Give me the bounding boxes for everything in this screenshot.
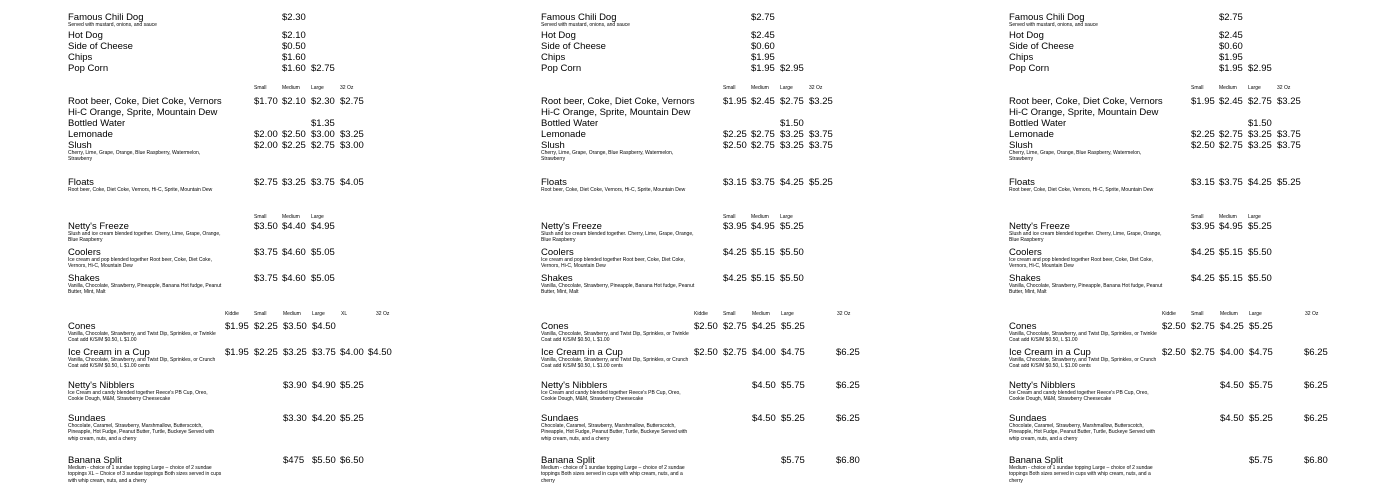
item-description: Ice cream and pop blended together Root beer, Coke, Diet Coke, Vernors, Hi-C, Mountain Dew	[68, 257, 212, 270]
size-header: Small	[254, 85, 267, 91]
size-header: 32 Oz	[376, 311, 390, 317]
item-name: Famous Chili Dog	[1009, 12, 1085, 23]
size-header: Medium	[1219, 85, 1237, 91]
item-description: Root beer, Coke, Diet Coke, Vernors, Hi-C, Sprite, Mountain Dew	[541, 187, 686, 193]
item-price: $3.75	[311, 177, 335, 188]
item-name: Shakes	[1009, 273, 1041, 284]
item-name: Pop Corn	[1009, 63, 1050, 74]
item-price: $4.60	[282, 247, 306, 258]
item-name: Banana Split	[541, 455, 595, 466]
size-header: Large	[780, 85, 793, 91]
item-price: $5.75	[781, 455, 805, 466]
item-price: $1.70	[254, 96, 278, 107]
item-name: Ice Cream in a Cup	[68, 347, 150, 358]
item-price: $475	[283, 455, 305, 466]
item-name: Shakes	[68, 273, 100, 284]
item-price: $2.75	[1191, 321, 1215, 332]
item-price: $5.25	[340, 380, 364, 391]
item-price: $4.00	[752, 347, 776, 358]
item-price: $5.25	[781, 413, 805, 424]
item-price: $4.95	[1219, 221, 1243, 232]
item-price: $2.95	[1248, 63, 1272, 74]
item-price: $5.25	[1249, 321, 1273, 332]
item-price: $5.75	[1249, 380, 1273, 391]
item-price: $5.50	[1248, 247, 1272, 258]
item-price: $2.75	[311, 63, 335, 74]
item-price: $4.50	[312, 321, 336, 332]
item-price: $6.25	[1304, 413, 1328, 424]
item-price: $6.50	[340, 455, 364, 466]
item-description: Chocolate, Caramel, Strawberry, Marshmallow, Butterscotch, Pineapple, Hot Fudge, Peanut Butter, Turtle, Buckeye Served with whip cream, nuts, and a cherry	[1009, 423, 1156, 442]
item-description: Root beer, Coke, Diet Coke, Vernors, Hi-C, Sprite, Mountain Dew	[1009, 187, 1154, 193]
item-price: $3.75	[1219, 177, 1243, 188]
item-price: $4.50	[1220, 380, 1244, 391]
size-header: Medium	[282, 85, 300, 91]
item-price: $2.25	[254, 321, 278, 332]
item-price: $5.25	[1248, 221, 1272, 232]
item-price: $2.75	[311, 140, 335, 151]
item-price: $2.75	[1219, 140, 1243, 151]
item-description: Slush and ice cream blended together. Cherry, Lime, Grape, Orange, Blue Raspberry	[541, 231, 694, 244]
size-header: Large	[781, 311, 794, 317]
item-price: $5.75	[1249, 455, 1273, 466]
item-description: Medium - choice of 1 sundae topping Large – choice of 2 sundae toppings Both sizes served in cups with whip cream, nuts, and a cherry	[541, 465, 685, 484]
item-description: Vanilla, Chocolate, Strawberry, and Twist Dip, Sprinkles, or Twinkle Coat add K/S/M $0.50, L $1.00	[1009, 331, 1157, 344]
item-price: $3.75	[809, 140, 833, 151]
item-price: $4.25	[1191, 273, 1215, 284]
item-price: $3.50	[254, 221, 278, 232]
item-name: Sundaes	[1009, 413, 1047, 424]
size-header: 32 Oz	[809, 85, 823, 91]
item-price: $1.95	[751, 52, 775, 63]
item-description: Root beer, Coke, Diet Coke, Vernors, Hi-C, Sprite, Mountain Dew	[68, 187, 213, 193]
item-price: $2.00	[254, 129, 278, 140]
item-price: $4.25	[1248, 177, 1272, 188]
size-header: Medium	[1219, 214, 1237, 220]
item-price: $5.25	[340, 413, 364, 424]
item-description: Served with mustard, onions, and sauce	[68, 22, 157, 28]
item-price: $4.40	[282, 221, 306, 232]
item-price: $4.75	[781, 347, 805, 358]
item-price: $3.00	[311, 129, 335, 140]
size-header: Large	[780, 214, 793, 220]
item-name: Bottled Water	[541, 118, 599, 129]
item-name: Coolers	[68, 247, 101, 258]
item-price: $0.50	[282, 41, 306, 52]
item-name: Coolers	[541, 247, 574, 258]
item-name: Netty's Freeze	[1009, 221, 1070, 232]
menu-column-2	[541, 0, 961, 500]
item-name: Netty's Nibblers	[68, 380, 135, 391]
item-name: Chips	[1009, 52, 1034, 63]
item-price: $6.25	[836, 413, 860, 424]
item-price: $3.50	[283, 321, 307, 332]
size-header: Small	[1191, 85, 1204, 91]
item-description: Vanilla, Chocolate, Strawberry, Pineapple, Banana Hot fudge, Peanut Butter, Mint, Malt	[541, 283, 695, 296]
item-description: Vanilla, Chocolate, Strawberry, and Twist Dip, Sprinkles, or Crunch Coat add K/S/M $0.50, L $1.00 cents	[541, 357, 689, 370]
item-price: $5.25	[809, 177, 833, 188]
item-price: $2.30	[282, 12, 306, 23]
item-price: $2.10	[282, 30, 306, 41]
item-price: $5.25	[781, 321, 805, 332]
item-price: $2.95	[780, 63, 804, 74]
size-header: Small	[723, 85, 736, 91]
item-price: $2.75	[751, 12, 775, 23]
item-description: Served with mustard, onions, and sauce	[1009, 22, 1098, 28]
size-header: Large	[1248, 85, 1261, 91]
item-price: $2.50	[694, 321, 718, 332]
size-header: 32 Oz	[1305, 311, 1319, 317]
item-name: Floats	[1009, 177, 1035, 188]
size-header: Medium	[751, 85, 769, 91]
item-name: Floats	[68, 177, 94, 188]
size-header: Small	[723, 311, 736, 317]
item-name: Netty's Freeze	[541, 221, 602, 232]
item-description: Chocolate, Caramel, Strawberry, Marshmallow, Butterscotch, Pineapple, Hot Fudge, Peanut Butter, Turtle, Buckeye Served with whip cream, nuts, and a cherry	[541, 423, 688, 442]
item-name: Lemonade	[1009, 129, 1054, 140]
item-price: $5.25	[1249, 413, 1273, 424]
item-price: $4.00	[1220, 347, 1244, 358]
item-price: $4.50	[752, 413, 776, 424]
item-price: $1.60	[282, 63, 306, 74]
item-price: $4.25	[1220, 321, 1244, 332]
item-price: $5.15	[1219, 273, 1243, 284]
item-name: Hot Dog	[541, 30, 576, 41]
size-header: 32 Oz	[340, 85, 354, 91]
item-price: $5.75	[781, 380, 805, 391]
item-description: Slush and ice cream blended together. Cherry, Lime, Grape, Orange, Blue Raspberry	[68, 231, 221, 244]
item-price: $3.25	[780, 140, 804, 151]
item-price: $2.75	[1248, 96, 1272, 107]
item-price: $2.50	[1162, 347, 1186, 358]
item-name: Slush	[68, 140, 92, 151]
item-description: Medium - choice of 1 sundae topping Large – choice of 2 sundae toppings Both sizes served in cups with whip cream, nuts, and a cherry	[1009, 465, 1153, 484]
item-name: Famous Chili Dog	[68, 12, 144, 23]
item-price: $2.75	[1219, 129, 1243, 140]
item-price: $3.75	[254, 273, 278, 284]
item-price: $4.95	[311, 221, 335, 232]
item-name: Hot Dog	[68, 30, 103, 41]
item-price: $6.25	[1304, 347, 1328, 358]
item-description: Served with mustard, onions, and sauce	[541, 22, 630, 28]
size-header: Medium	[751, 214, 769, 220]
size-header: Medium	[283, 311, 301, 317]
item-description: Cherry, Lime, Grape, Orange, Blue Raspberry, Watermelon, Strawberry	[541, 150, 674, 163]
item-price: $3.75	[1277, 140, 1301, 151]
item-price: $4.95	[751, 221, 775, 232]
item-price: $3.25	[809, 96, 833, 107]
item-price: $1.50	[780, 118, 804, 129]
item-price: $5.25	[1277, 177, 1301, 188]
item-name: Side of Cheese	[68, 41, 133, 52]
item-price: $4.75	[1249, 347, 1273, 358]
item-price: $2.45	[1219, 30, 1243, 41]
item-name: Lemonade	[541, 129, 586, 140]
menu-column-3	[1009, 0, 1400, 500]
item-description: Ice cream and pop blended together Root beer, Coke, Diet Coke, Vernors, Hi-C, Mountain Dew	[541, 257, 685, 270]
size-header: Kiddie	[225, 311, 239, 317]
item-name: Chips	[68, 52, 93, 63]
item-name: Cones	[541, 321, 569, 332]
item-price: $2.25	[254, 347, 278, 358]
item-price: $5.25	[780, 221, 804, 232]
item-price: $3.00	[340, 140, 364, 151]
item-description: Medium - choice of 1 sundae topping Large – choice of 2 sundae toppings XL – Choice of 3 sundae toppings Both sizes served in cups with whip cream, nuts, and a cherry	[68, 465, 222, 484]
item-description: Vanilla, Chocolate, Strawberry, Pineapple, Banana Hot fudge, Peanut Butter, Mint, Malt	[1009, 283, 1163, 296]
item-price: $4.90	[312, 380, 336, 391]
item-price: $3.15	[723, 177, 747, 188]
size-header: Small	[1191, 214, 1204, 220]
item-price: $1.95	[751, 63, 775, 74]
item-price: $3.75	[809, 129, 833, 140]
item-price: $2.30	[311, 96, 335, 107]
item-price: $2.75	[340, 96, 364, 107]
item-price: $2.10	[282, 96, 306, 107]
item-name: Ice Cream in a Cup	[541, 347, 623, 358]
item-price: $3.25	[283, 347, 307, 358]
item-price: $5.15	[751, 247, 775, 258]
item-price: $6.80	[1304, 455, 1328, 466]
item-price: $5.05	[311, 273, 335, 284]
item-price: $0.60	[751, 41, 775, 52]
item-price: $5.05	[311, 247, 335, 258]
item-price: $3.30	[283, 413, 307, 424]
item-name: Side of Cheese	[541, 41, 606, 52]
item-price: $2.45	[1219, 96, 1243, 107]
item-name: Hi-C Orange, Sprite, Mountain Dew	[541, 107, 691, 118]
item-price: $2.75	[723, 347, 747, 358]
item-price: $5.15	[751, 273, 775, 284]
item-price: $3.25	[340, 129, 364, 140]
item-description: Ice cream and pop blended together Root beer, Coke, Diet Coke, Vernors, Hi-C, Mountain Dew	[1009, 257, 1153, 270]
item-price: $4.25	[723, 247, 747, 258]
item-price: $2.75	[254, 177, 278, 188]
size-header: Large	[1249, 311, 1262, 317]
size-header: Large	[311, 214, 324, 220]
item-description: Cherry, Lime, Grape, Orange, Blue Raspberry, Watermelon, Strawberry	[1009, 150, 1142, 163]
item-name: Sundaes	[68, 413, 106, 424]
item-price: $2.50	[694, 347, 718, 358]
item-price: $4.05	[340, 177, 364, 188]
item-price: $1.95	[1219, 63, 1243, 74]
item-price: $3.25	[780, 129, 804, 140]
item-name: Cones	[1009, 321, 1037, 332]
item-price: $6.80	[836, 455, 860, 466]
item-description: Chocolate, Caramel, Strawberry, Marshmallow, Butterscotch, Pineapple, Hot Fudge, Peanut Butter, Turtle, Buckeye Served with whip cream, nuts, and a cherry	[68, 423, 215, 442]
item-description: Ice Cream and candy blended together Reece's PB Cup, Oreo, Cookie Dough, M&M, Strawberry Cheesecake	[541, 390, 681, 403]
item-price: $6.25	[1304, 380, 1328, 391]
item-price: $1.95	[1191, 96, 1215, 107]
item-name: Pop Corn	[68, 63, 109, 74]
item-description: Vanilla, Chocolate, Strawberry, and Twist Dip, Sprinkles, or Twinkle Coat add K/S/M $0.50, L $1.00	[541, 331, 689, 344]
item-price: $3.25	[282, 177, 306, 188]
item-price: $3.75	[254, 247, 278, 258]
item-price: $2.50	[282, 129, 306, 140]
item-price: $5.50	[780, 273, 804, 284]
item-price: $2.45	[751, 96, 775, 107]
item-price: $3.75	[1277, 129, 1301, 140]
item-name: Chips	[541, 52, 566, 63]
size-header: Small	[723, 214, 736, 220]
item-description: Ice Cream and candy blended together Reece's PB Cup, Oreo, Cookie Dough, M&M, Strawberry Cheesecake	[68, 390, 208, 403]
size-header: XL	[341, 311, 348, 317]
size-header: Medium	[282, 214, 300, 220]
item-price: $2.25	[723, 129, 747, 140]
item-price: $2.50	[723, 140, 747, 151]
item-price: $3.95	[723, 221, 747, 232]
item-price: $1.50	[1248, 118, 1272, 129]
item-name: Hi-C Orange, Sprite, Mountain Dew	[68, 107, 218, 118]
item-price: $4.20	[312, 413, 336, 424]
size-header: Large	[1248, 214, 1261, 220]
item-price: $1.95	[1219, 52, 1243, 63]
item-price: $2.75	[780, 96, 804, 107]
item-price: $2.00	[254, 140, 278, 151]
item-price: $3.25	[1248, 129, 1272, 140]
item-name: Sundaes	[541, 413, 579, 424]
item-name: Side of Cheese	[1009, 41, 1074, 52]
item-price: $1.95	[723, 96, 747, 107]
item-name: Ice Cream in a Cup	[1009, 347, 1091, 358]
item-name: Cones	[68, 321, 96, 332]
item-price: $1.60	[282, 52, 306, 63]
item-price: $1.95	[225, 321, 249, 332]
item-price: $2.75	[751, 140, 775, 151]
item-price: $2.25	[282, 140, 306, 151]
item-name: Hi-C Orange, Sprite, Mountain Dew	[1009, 107, 1159, 118]
item-description: Vanilla, Chocolate, Strawberry, and Twist Dip, Sprinkles, or Crunch Coat add K/S/M $0.50, L $1.00 cents	[1009, 357, 1157, 370]
item-price: $2.50	[1162, 321, 1186, 332]
item-description: Cherry, Lime, Grape, Orange, Blue Raspberry, Watermelon, Strawberry	[68, 150, 201, 163]
item-price: $5.50	[780, 247, 804, 258]
item-price: $4.60	[282, 273, 306, 284]
size-header: Large	[312, 311, 325, 317]
item-price: $4.50	[752, 380, 776, 391]
size-header: Small	[254, 214, 267, 220]
item-price: $2.75	[751, 129, 775, 140]
item-price: $3.25	[1277, 96, 1301, 107]
item-name: Netty's Nibblers	[541, 380, 608, 391]
item-name: Shakes	[541, 273, 573, 284]
item-price: $1.35	[311, 118, 335, 129]
item-price: $3.95	[1191, 221, 1215, 232]
item-price: $3.75	[312, 347, 336, 358]
size-header: Medium	[752, 311, 770, 317]
item-description: Slush and ice cream blended together. Cherry, Lime, Grape, Orange, Blue Raspberry	[1009, 231, 1162, 244]
item-name: Slush	[541, 140, 565, 151]
item-name: Floats	[541, 177, 567, 188]
item-description: Ice Cream and candy blended together Reece's PB Cup, Oreo, Cookie Dough, M&M, Strawberry Cheesecake	[1009, 390, 1149, 403]
size-header: Small	[254, 311, 267, 317]
item-price: $2.25	[1191, 129, 1215, 140]
item-name: Root beer, Coke, Diet Coke, Vernors	[68, 96, 222, 107]
item-name: Bottled Water	[68, 118, 126, 129]
item-price: $2.75	[723, 321, 747, 332]
item-name: Banana Split	[68, 455, 122, 466]
item-name: Netty's Nibblers	[1009, 380, 1076, 391]
size-header: Small	[1191, 311, 1204, 317]
item-price: $3.75	[751, 177, 775, 188]
item-name: Bottled Water	[1009, 118, 1067, 129]
item-price: $4.25	[752, 321, 776, 332]
item-price: $0.60	[1219, 41, 1243, 52]
item-description: Vanilla, Chocolate, Strawberry, and Twist Dip, Sprinkles, or Twinkle Coat add K/S/M $0.50, L $1.00	[68, 331, 216, 344]
item-price: $1.95	[225, 347, 249, 358]
item-price: $4.25	[723, 273, 747, 284]
size-header: 32 Oz	[837, 311, 851, 317]
item-name: Netty's Freeze	[68, 221, 129, 232]
item-name: Lemonade	[68, 129, 113, 140]
item-price: $4.25	[1191, 247, 1215, 258]
item-price: $5.50	[312, 455, 336, 466]
item-price: $2.45	[751, 30, 775, 41]
item-price: $2.75	[1219, 12, 1243, 23]
item-price: $4.50	[368, 347, 392, 358]
size-header: Kiddie	[694, 311, 708, 317]
item-price: $6.25	[836, 380, 860, 391]
menu-column-1	[68, 0, 488, 500]
size-header: 32 Oz	[1277, 85, 1291, 91]
item-description: Vanilla, Chocolate, Strawberry, and Twist Dip, Sprinkles, or Crunch Coat add K/S/M $0.50, L $1.00 cents	[68, 357, 216, 370]
item-price: $6.25	[836, 347, 860, 358]
item-price: $3.15	[1191, 177, 1215, 188]
item-price: $5.50	[1248, 273, 1272, 284]
item-price: $5.15	[1219, 247, 1243, 258]
item-name: Banana Split	[1009, 455, 1063, 466]
item-price: $3.25	[1248, 140, 1272, 151]
size-header: Medium	[1220, 311, 1238, 317]
item-name: Root beer, Coke, Diet Coke, Vernors	[1009, 96, 1163, 107]
item-price: $4.00	[340, 347, 364, 358]
item-name: Famous Chili Dog	[541, 12, 617, 23]
item-price: $2.75	[1191, 347, 1215, 358]
item-price: $4.50	[1220, 413, 1244, 424]
item-name: Slush	[1009, 140, 1033, 151]
item-name: Root beer, Coke, Diet Coke, Vernors	[541, 96, 695, 107]
item-name: Pop Corn	[541, 63, 582, 74]
item-description: Vanilla, Chocolate, Strawberry, Pineapple, Banana Hot fudge, Peanut Butter, Mint, Malt	[68, 283, 222, 296]
item-price: $4.25	[780, 177, 804, 188]
item-price: $3.90	[283, 380, 307, 391]
item-name: Coolers	[1009, 247, 1042, 258]
item-name: Hot Dog	[1009, 30, 1044, 41]
item-price: $2.50	[1191, 140, 1215, 151]
size-header: Kiddie	[1162, 311, 1176, 317]
size-header: Large	[311, 85, 324, 91]
